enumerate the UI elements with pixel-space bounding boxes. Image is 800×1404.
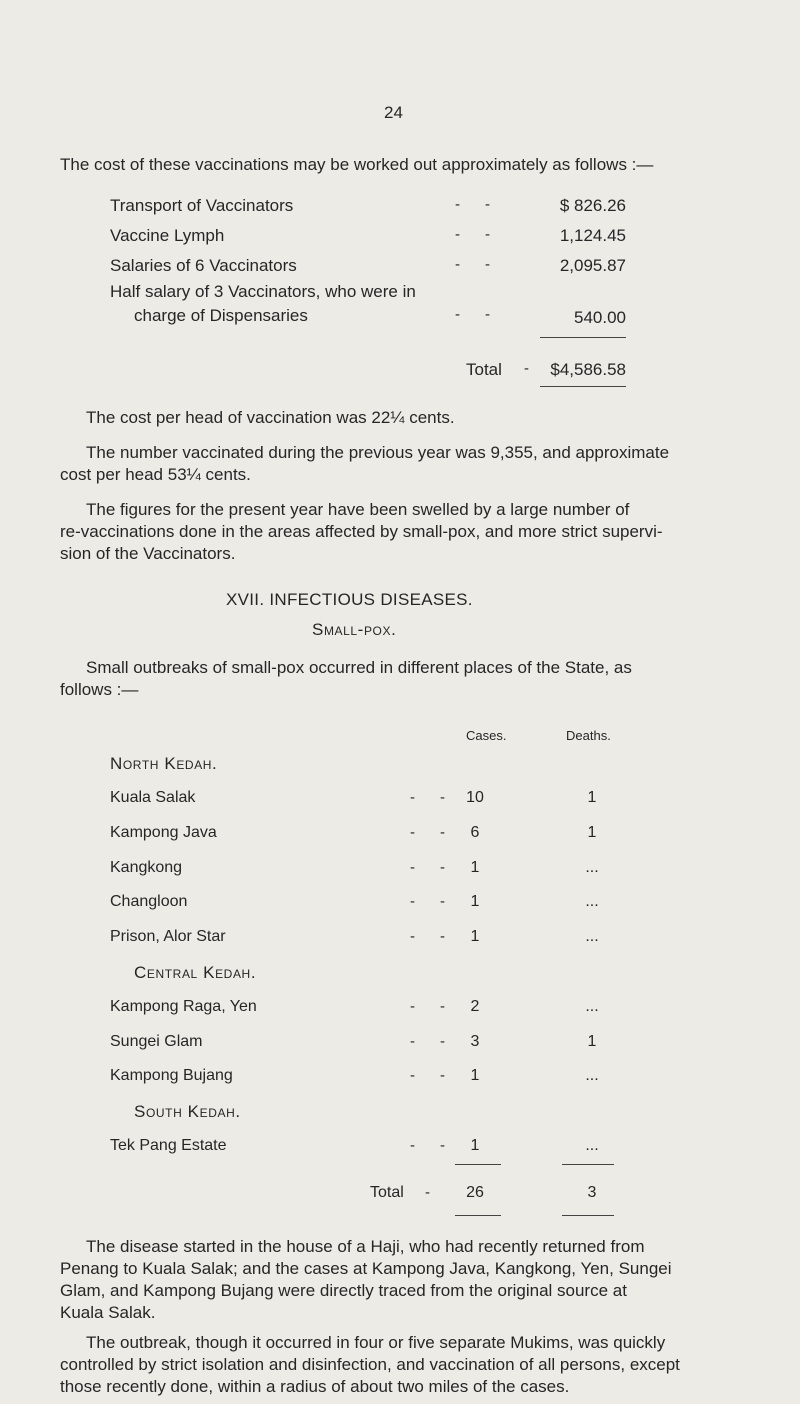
row-deaths: ... (585, 998, 599, 1015)
table-total-deaths: 3 (587, 1184, 597, 1201)
para-origin-l3: Glam, and Kampong Bujang were directly traced from the original source at (60, 1281, 627, 1300)
deaths-total-rule (562, 1164, 614, 1165)
row-cases: 6 (470, 824, 480, 841)
cost-total-label: Total (466, 360, 502, 379)
para-figures-l1: The figures for the present year have been swelled by a large number of (86, 500, 630, 519)
row-deaths: ... (585, 1067, 599, 1084)
group-south-kedah: South Kedah. (134, 1102, 241, 1121)
cost-label-half-salary-cont: charge of Dispensaries (134, 306, 308, 325)
row-place: Prison, Alor Star (110, 928, 226, 945)
para-origin-l4: Kuala Salak. (60, 1303, 156, 1322)
group-north-kedah: North Kedah. (110, 754, 218, 773)
page-number: 24 (384, 103, 403, 122)
subsection-title: Small-pox. (312, 620, 397, 639)
row-place: Kampong Bujang (110, 1067, 233, 1084)
row-deaths: ... (585, 859, 599, 876)
row-cases: 3 (470, 1033, 480, 1050)
row-cases: 1 (470, 859, 480, 876)
para-outbreak-l3: those recently done, within a radius of about two miles of the cases. (60, 1377, 570, 1396)
intro-text: The cost of these vaccinations may be worked out approximately as follows :— (60, 155, 654, 174)
cost-value-lymph: 1,124.45 (559, 226, 626, 245)
cost-label-transport: Transport of Vaccinators (110, 196, 294, 215)
cost-total-value: $4,586.58 (550, 360, 626, 379)
para-cost-per-head: The cost per head of vaccination was 22¼ cents. (86, 408, 455, 427)
cases-total-rule (455, 1164, 501, 1165)
row-place: Sungei Glam (110, 1033, 203, 1050)
cost-value-transport: $ 826.26 (559, 196, 626, 215)
row-cases: 1 (470, 893, 480, 910)
row-cases: 1 (470, 1067, 480, 1084)
para-origin-l2: Penang to Kuala Salak; and the cases at Kampong Java, Kangkong, Yen, Sungei (60, 1259, 672, 1278)
document-page: 24 The cost of these vaccinations may be worked out approximately as follows :— Transport of Vaccinators - - $ 826.26 Vaccine Lymph - - 1,124.45 Salaries of 6 Vaccinators - - 2,095.87 Half salary of 3 Vaccinators, who were in charge of Dispensaries - - 540.00 Total - $4,586.58 The cost per head of vaccination was 22¼ cents. The number vaccinated during the previous year was 9,355, and approximate cost per head 53¼ cents. The figures for the present year have been swelled by a large number of re-vaccinations done in the areas affected by small-pox, and more strict supervi- sion of the Vaccinators. XVII. INFECTIOUS DISEASES. Small-pox. Small outbreaks of small-pox occurred in different places of the State, as follows :— Cases. Deaths. North Kedah. Kuala Salak - - 10 1 Kampong Java - - 6 1 Kangkong - - 1 ... Changloon - - 1 ... Prison, Alor Star - - 1 ... Central Kedah. Kampong Raga, Yen - - 2 ... Sungei Glam - - 3 1 Kampong Bujang - - 1 ... South Kedah. Tek Pang Estate - - 1 ... Total - 26 3 The disease started in the house of a Haji, who had recently returned from Penang to Kuala Salak; and the cases at Kampong Java, Kangkong, Yen, Sungei Glam, and Kampong Bujang were directly traced from the original source at Kuala Salak. The outbreak, though it occurred in four or five separate Mukims, was quickly controlled by strict isolation and disinfection, and vaccination of all persons, except those recently done, within a radius of about two miles of the cases. (0, 0, 800, 1404)
cost-label-half-salary: Half salary of 3 Vaccinators, who were in (110, 282, 416, 301)
col-header-deaths: Deaths. (566, 728, 611, 743)
cost-total-rule (540, 337, 626, 338)
cases-total-underline (455, 1215, 501, 1216)
cost-value-half-salary: 540.00 (574, 308, 626, 327)
outbreak-intro-l2: follows :— (60, 680, 139, 699)
row-place: Kampong Java (110, 824, 217, 841)
group-central-kedah: Central Kedah. (134, 963, 257, 982)
row-cases: 1 (470, 928, 480, 945)
row-cases: 2 (470, 998, 480, 1015)
row-place: Tek Pang Estate (110, 1137, 227, 1154)
cost-label-salaries: Salaries of 6 Vaccinators (110, 256, 297, 275)
table-total-label: Total (370, 1184, 404, 1201)
para-figures-l2: re-vaccinations done in the areas affected by small-pox, and more strict supervi- (60, 522, 663, 541)
row-cases: 1 (470, 1137, 480, 1154)
col-header-cases: Cases. (466, 728, 507, 743)
row-place: Changloon (110, 893, 188, 910)
row-deaths: 1 (587, 1033, 597, 1050)
row-deaths: ... (585, 1137, 599, 1154)
cost-label-lymph: Vaccine Lymph (110, 226, 225, 245)
row-cases: 10 (466, 789, 484, 806)
row-deaths: ... (585, 893, 599, 910)
cost-total-underline (540, 386, 626, 387)
table-total-cases: 26 (466, 1184, 484, 1201)
section-title: XVII. INFECTIOUS DISEASES. (226, 590, 473, 609)
row-deaths: 1 (587, 789, 597, 806)
row-deaths: ... (585, 928, 599, 945)
row-place: Kampong Raga, Yen (110, 998, 257, 1015)
para-previous-year-l2: cost per head 53¼ cents. (60, 465, 251, 484)
cost-value-salaries: 2,095.87 (559, 256, 626, 275)
row-place: Kuala Salak (110, 789, 196, 806)
para-outbreak-l1: The outbreak, though it occurred in four or five separate Mukims, was quickly (86, 1333, 666, 1352)
para-origin-l1: The disease started in the house of a Haji, who had recently returned from (86, 1237, 645, 1256)
para-previous-year-l1: The number vaccinated during the previous year was 9,355, and approximate (86, 443, 670, 462)
row-place: Kangkong (110, 859, 183, 876)
deaths-total-underline (562, 1215, 614, 1216)
row-deaths: 1 (587, 824, 597, 841)
outbreak-intro-l1: Small outbreaks of small-pox occurred in different places of the State, as (86, 658, 632, 677)
para-figures-l3: sion of the Vaccinators. (60, 544, 236, 563)
para-outbreak-l2: controlled by strict isolation and disinfection, and vaccination of all persons, except (60, 1355, 680, 1374)
